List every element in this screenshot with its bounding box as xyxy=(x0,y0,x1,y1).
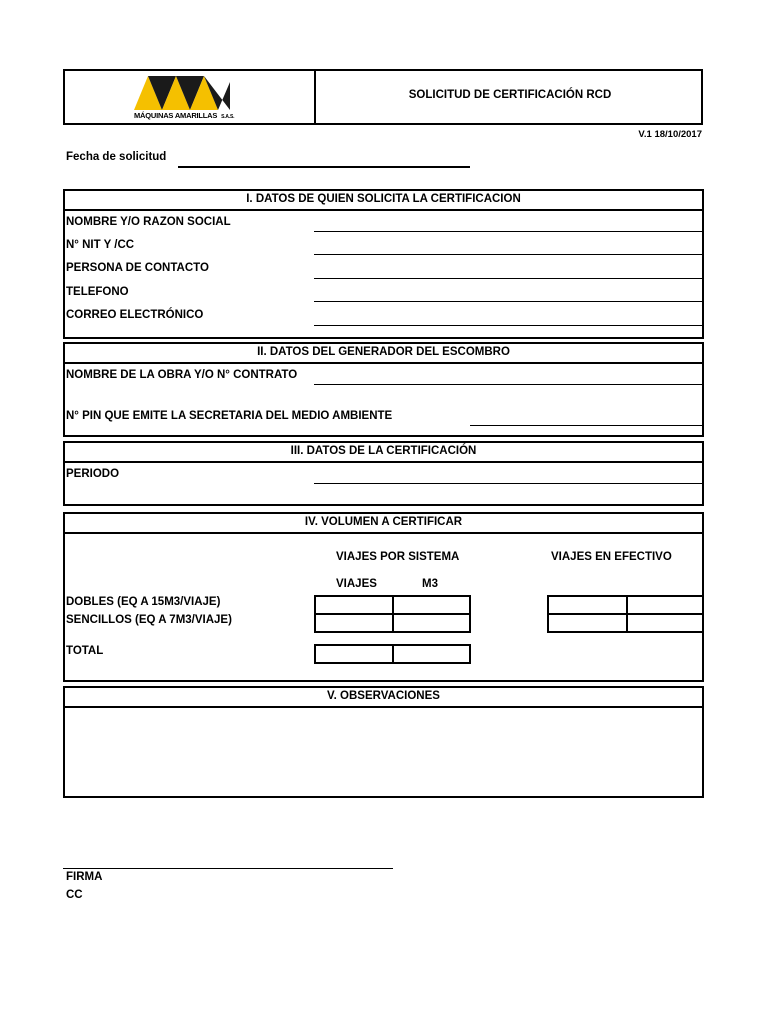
label-email: CORREO ELECTRÓNICO xyxy=(66,309,204,321)
version-label: V.1 18/10/2017 xyxy=(638,129,702,140)
label-nit: N° NIT Y /CC xyxy=(66,239,135,251)
request-date-label: Fecha de solicitud xyxy=(66,151,167,163)
field-contact-person[interactable] xyxy=(314,278,703,279)
cell-total-trips[interactable] xyxy=(314,644,394,664)
row-label-doubles: DOBLES (EQ A 15M3/VIAJE) xyxy=(66,596,221,608)
section-volume-title: IV. VOLUMEN A CERTIFICAR xyxy=(65,514,702,534)
field-business-name[interactable] xyxy=(314,231,703,232)
field-email[interactable] xyxy=(314,325,703,326)
company-logo xyxy=(132,72,235,122)
label-contact-person: PERSONA DE CONTACTO xyxy=(66,262,209,274)
field-work-name[interactable] xyxy=(314,384,703,385)
section-certification-title: III. DATOS DE LA CERTIFICACIÓN xyxy=(65,443,702,463)
cell-system-singles-m3[interactable] xyxy=(392,613,471,633)
cell-cash-doubles-m3[interactable] xyxy=(626,595,704,615)
cell-system-doubles-m3[interactable] xyxy=(392,595,471,615)
col-trips-header: VIAJES xyxy=(336,578,377,590)
signature-label: FIRMA xyxy=(66,871,103,883)
cell-system-doubles-trips[interactable] xyxy=(314,595,394,615)
label-period: PERIODO xyxy=(66,468,120,480)
row-label-total: TOTAL xyxy=(66,645,104,657)
label-phone: TELEFONO xyxy=(66,286,129,298)
cell-total-m3[interactable] xyxy=(392,644,471,664)
section-certification xyxy=(63,441,704,506)
cell-cash-singles-trips[interactable] xyxy=(547,613,628,633)
cash-trips-header: VIAJES EN EFECTIVO xyxy=(551,551,672,563)
observations-area[interactable] xyxy=(65,708,702,796)
field-phone[interactable] xyxy=(314,301,703,302)
request-date-field[interactable] xyxy=(178,166,470,168)
cell-cash-doubles-trips[interactable] xyxy=(547,595,628,615)
signature-line[interactable] xyxy=(63,868,393,869)
logo-text: MÁQUINAS AMARILLAS xyxy=(134,111,218,120)
label-business-name: NOMBRE Y/O RAZON SOCIAL xyxy=(66,216,231,228)
cc-label: CC xyxy=(66,889,83,901)
cell-cash-singles-m3[interactable] xyxy=(626,613,704,633)
section-observations-title: V. OBSERVACIONES xyxy=(65,688,702,708)
section-generator-title: II. DATOS DEL GENERADOR DEL ESCOMBRO xyxy=(65,344,702,364)
cell-system-singles-trips[interactable] xyxy=(314,613,394,633)
field-period[interactable] xyxy=(314,483,703,484)
section-generator xyxy=(63,342,704,437)
label-pin: N° PIN QUE EMITE LA SECRETARIA DEL MEDIO AMBIENTE xyxy=(66,410,393,422)
label-work-name: NOMBRE DE LA OBRA Y/O N° CONTRATO xyxy=(66,369,298,381)
section-requester-title: I. DATOS DE QUIEN SOLICITA LA CERTIFICACION xyxy=(65,191,702,211)
field-pin[interactable] xyxy=(470,425,703,426)
system-trips-header: VIAJES POR SISTEMA xyxy=(336,551,460,563)
col-m3-header: M3 xyxy=(422,578,438,590)
logo-mark-icon xyxy=(132,72,232,112)
row-label-singles: SENCILLOS (EQ A 7M3/VIAJE) xyxy=(66,614,232,626)
form-title: SOLICITUD DE CERTIFICACIÓN RCD xyxy=(408,89,612,101)
field-nit[interactable] xyxy=(314,254,703,255)
logo-suffix: S.A.S. xyxy=(221,114,235,120)
